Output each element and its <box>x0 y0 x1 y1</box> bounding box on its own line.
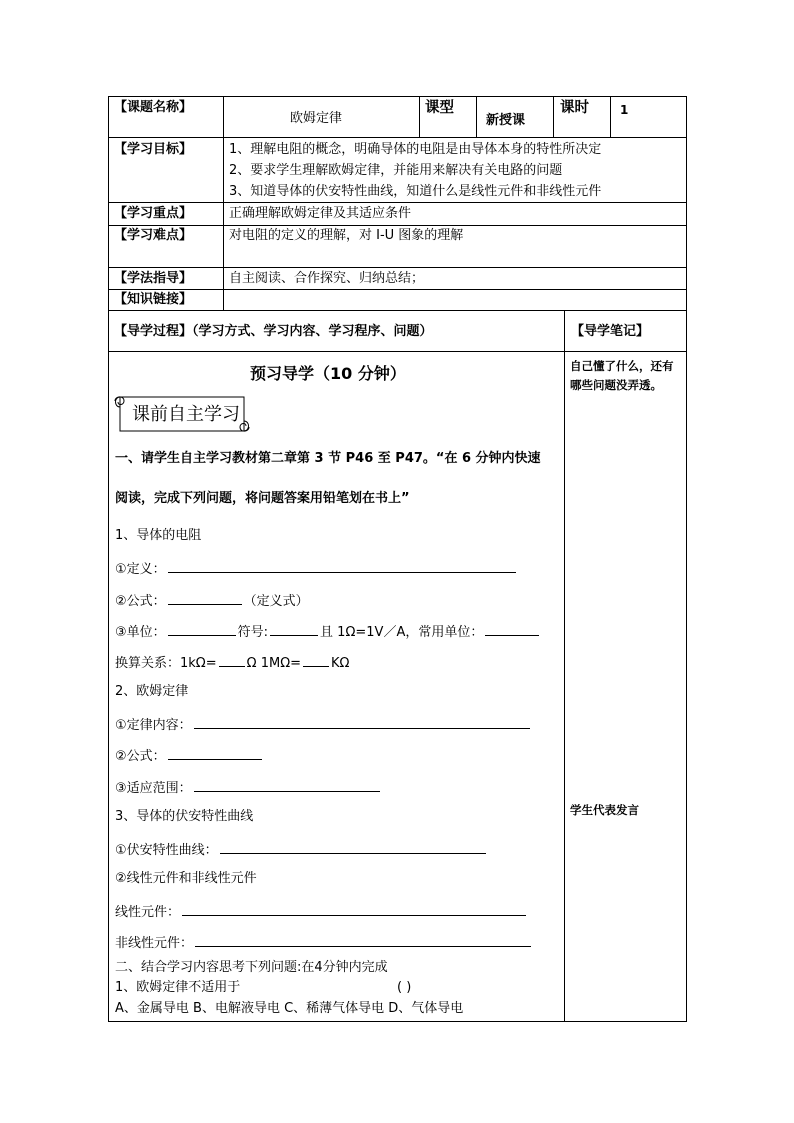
intro-line-2: 阅读，完成下列问题，将问题答案用铅笔划在书上” <box>115 491 410 506</box>
section-iv-curve: 3、导体的伏安特性曲线 <box>115 809 254 824</box>
title-label: 【课题名称】 <box>114 100 193 115</box>
resistance-unit: ③单位： 符号: 且 1Ω=1V／A，常用单位： <box>115 622 541 641</box>
goal-item-3: 3、知道导体的伏安特性曲线，知道什么是线性元件和非线性元件 <box>229 184 602 199</box>
scroll-banner <box>112 391 252 437</box>
blank-iv-curve[interactable] <box>220 840 486 854</box>
linear-elements-heading: ②线性元件和非线性元件 <box>115 871 257 886</box>
question-1: 1、欧姆定律不适用于 <box>115 980 241 995</box>
link-label: 【知识链接】 <box>114 292 193 307</box>
process-label: 【导学过程】 <box>114 324 193 339</box>
key-label: 【学习重点】 <box>114 206 193 221</box>
question-1-options: A、金属导电 B、电解液导电 C、稀薄气体导电 D、气体导电 <box>115 1001 464 1016</box>
blank-common-unit[interactable] <box>485 622 539 636</box>
blank-unit[interactable] <box>168 622 236 636</box>
law-formula: ②公式： <box>115 746 264 765</box>
difficult-label: 【学习难点】 <box>114 228 193 243</box>
blank-mohm[interactable] <box>303 653 329 667</box>
goal-item-1: 1、理解电阻的概念，明确导体的电阻是由导体本身的特性所决定 <box>229 142 602 157</box>
law-content: ①定律内容： <box>115 715 532 734</box>
blank-law-content[interactable] <box>194 715 530 729</box>
process-header <box>114 324 433 340</box>
nonlinear-element: 非线性元件： <box>115 933 533 952</box>
period-value: 1 <box>620 103 629 117</box>
linear-element: 线性元件： <box>115 902 528 921</box>
goals-label: 【学习目标】 <box>114 142 193 157</box>
goal-item-2: 2、要求学生理解欧姆定律，并能用来解决有关电路的问题 <box>229 163 563 178</box>
title-value: 欧姆定律 <box>290 111 343 126</box>
difficult-value: 对电阻的定义的理解，对 I-U 图象的理解 <box>229 228 464 243</box>
blank-symbol[interactable] <box>270 622 318 636</box>
type-label: 课型 <box>425 100 454 116</box>
key-value: 正确理解欧姆定律及其适应条件 <box>229 206 412 221</box>
blank-nonlinear[interactable] <box>195 933 531 947</box>
process-detail: （学习方式、学习内容、学习程序、问题） <box>192 324 433 339</box>
blank-definition[interactable] <box>168 559 516 573</box>
method-label: 【学法指导】 <box>114 271 193 286</box>
note-line-2: 哪些问题没弄透。 <box>570 378 662 392</box>
blank-law-range[interactable] <box>194 778 380 792</box>
question-1-answer[interactable]: ( ) <box>397 980 412 995</box>
law-range: ③适应范围： <box>115 778 382 797</box>
blank-kohm[interactable] <box>219 653 245 667</box>
scroll-banner-text: 课前自主学习 <box>132 404 240 425</box>
type-value: 新授课 <box>486 113 526 128</box>
resistance-formula: ②公式： （定义式） <box>115 591 309 610</box>
part-two-heading: 二、结合学习内容思考下列问题:在4分钟内完成 <box>115 960 388 975</box>
notes-label: 【导学笔记】 <box>571 324 650 339</box>
unit-conversion: 换算关系：1kΩ= Ω 1MΩ= KΩ <box>115 653 350 672</box>
blank-law-formula[interactable] <box>168 746 262 760</box>
resistance-definition: ①定义： <box>115 559 518 578</box>
method-value: 自主阅读、合作探究、归纳总结； <box>229 271 425 286</box>
note-student-speech: 学生代表发言 <box>570 803 639 817</box>
note-line-1: 自己懂了什么，还有 <box>570 359 674 373</box>
period-label: 课时 <box>560 100 589 116</box>
blank-linear[interactable] <box>182 902 526 916</box>
section-resistance: 1、导体的电阻 <box>115 528 202 543</box>
intro-line-1: 一、请学生自主学习教材第二章第 3 节 P46 至 P47。“在 6 分钟内快速 <box>115 451 541 466</box>
preview-title: 预习导学（10 分钟） <box>250 364 406 383</box>
blank-formula[interactable] <box>168 591 242 605</box>
section-ohms-law: 2、欧姆定律 <box>115 684 189 699</box>
iv-curve: ①伏安特性曲线： <box>115 840 488 859</box>
